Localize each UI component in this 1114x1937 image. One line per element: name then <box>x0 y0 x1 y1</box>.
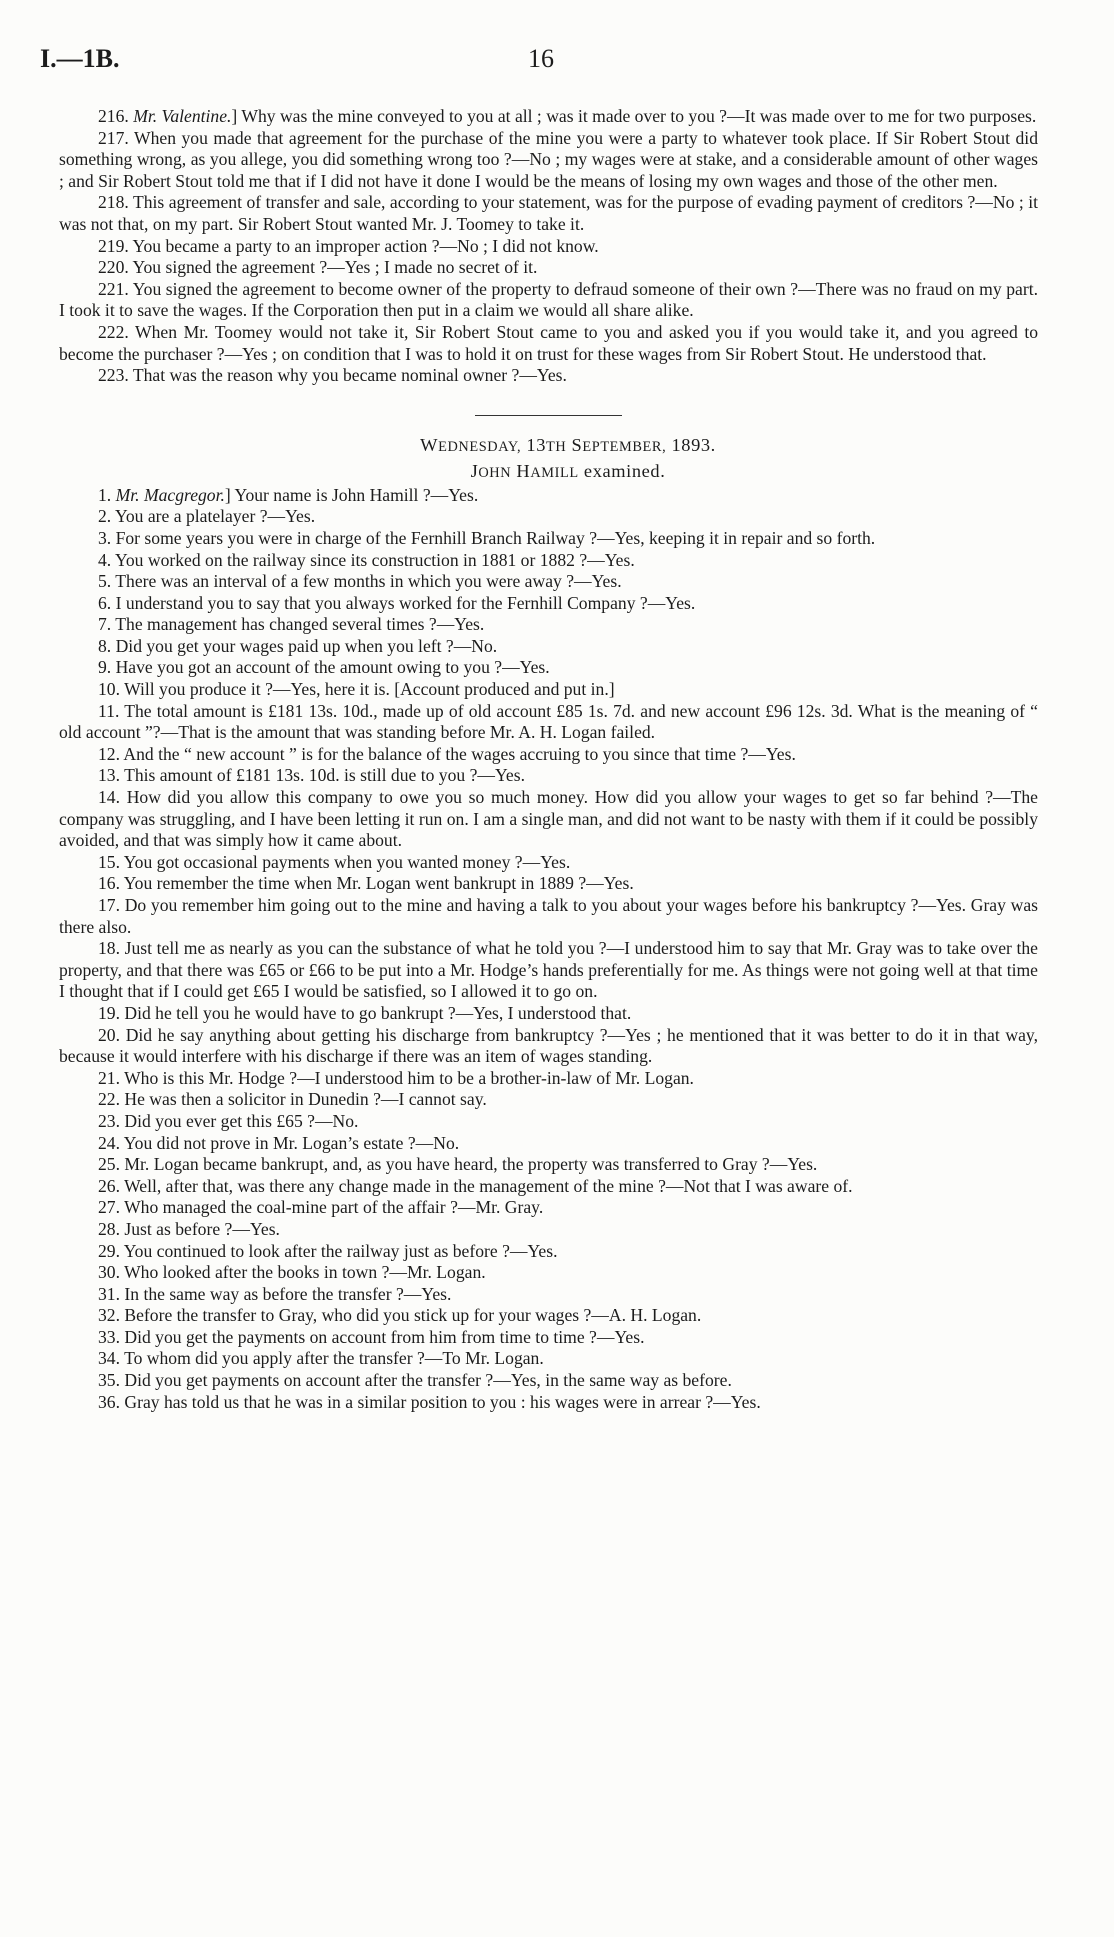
paragraph-text: 217. When you made that agreement for the purchase of the mine you were a party to whatever took place. If Sir Robert Stout did something wrong, as you allege, you did something wrong too ?—No ; my wages were at stake, and a considerable amount of other wages ; and Sir Robert Stout told me that if I did not have it done I would be the means of losing my own wages and those of the other men. <box>59 127 1038 191</box>
testimony-paragraph <box>59 1003 1038 1025</box>
testimony-paragraph <box>59 128 1038 193</box>
paragraph-text: 31. In the same way as before the transfer ?—Yes. <box>98 1283 452 1304</box>
paragraph-text: 23. Did you ever get this £65 ?—No. <box>98 1110 359 1131</box>
paragraph-text: 2. You are a platelayer ?—Yes. <box>98 506 316 527</box>
witness-heading <box>59 459 1038 485</box>
paragraph-text: 7. The management has changed several times ?—Yes. <box>98 614 485 635</box>
testimony-paragraph <box>59 550 1038 572</box>
paragraph-text: 34. To whom did you apply after the transfer ?—To Mr. Logan. <box>98 1348 544 1369</box>
paragraph-text: 19. Did he tell you he would have to go bankrupt ?—Yes, I understood that. <box>98 1002 632 1023</box>
testimony-paragraph <box>59 593 1038 615</box>
session-date: WEDNESDAY, 13TH SEPTEMBER, 1893. <box>420 434 716 455</box>
paragraph-text: 28. Just as before ?—Yes. <box>98 1218 280 1239</box>
paragraph-text: ] Why was the mine conveyed to you at all ; was it made over to you ?—It was made over to me for two purposes. <box>231 106 1037 126</box>
paragraph-text: 11. The total amount is £181 13s. 10d., made up of old account £85 1s. 7d. and new account £96 12s. 3d. What is the meaning of “ old account ”?—That is the amount that was standing before Mr. A. H. Logan failed. <box>59 700 1038 743</box>
paragraph-text: 25. Mr. Logan became bankrupt, and, as you have heard, the property was transferred to Gray ?—Yes. <box>98 1154 818 1175</box>
testimony-paragraph <box>59 895 1038 938</box>
question-number: 1. <box>98 484 116 505</box>
paragraph-text: 36. Gray has told us that he was in a similar position to you : his wages were in arrear ?—Yes. <box>98 1391 761 1412</box>
testimony-paragraph <box>59 765 1038 787</box>
testimony-paragraph <box>59 1305 1038 1327</box>
testimony-paragraph <box>59 1241 1038 1263</box>
testimony-paragraph <box>59 1111 1038 1133</box>
paragraph-text: 22. He was then a solicitor in Dunedin ?—I cannot say. <box>98 1089 487 1110</box>
testimony-paragraph <box>59 528 1038 550</box>
testimony-paragraph <box>59 1197 1038 1219</box>
testimony-paragraph <box>59 192 1038 235</box>
testimony-paragraph <box>59 1154 1038 1176</box>
speaker-name: Mr. Valentine. <box>133 106 232 126</box>
testimony-paragraph <box>59 1370 1038 1392</box>
testimony-paragraph <box>59 1262 1038 1284</box>
page-body <box>59 106 1038 1413</box>
testimony-paragraph <box>59 1327 1038 1349</box>
paragraph-text: 8. Did you get your wages paid up when you left ?—No. <box>98 635 498 656</box>
paragraph-text: 9. Have you got an account of the amount owing to you ?—Yes. <box>98 657 550 678</box>
session-date-heading <box>59 433 1038 459</box>
testimony-paragraph <box>59 1219 1038 1241</box>
paragraph-text: 6. I understand you to say that you always worked for the Fernhill Company ?—Yes. <box>98 592 696 613</box>
testimony-paragraph <box>59 852 1038 874</box>
testimony-paragraph <box>59 365 1038 387</box>
testimony-paragraph <box>59 614 1038 636</box>
speaker-name: Mr. Macgregor. <box>115 484 225 505</box>
paragraph-text: 14. How did you allow this company to owe you so much money. How did you allow your wages to get so far behind ?—The company was struggling, and I have been letting it run on. I am a single man, and did not want to be nasty with them if it could be possibly avoided, and that was simply how it came about. <box>59 787 1038 851</box>
paragraph-text: 26. Well, after that, was there any change made in the management of the mine ?—Not that I was aware of. <box>98 1175 853 1196</box>
document-reference: I.—1B. <box>40 44 120 73</box>
testimony-paragraph <box>59 873 1038 895</box>
testimony-paragraph <box>59 701 1038 744</box>
section-divider <box>475 415 622 416</box>
paragraph-text: 222. When Mr. Toomey would not take it, Sir Robert Stout came to you and asked you if you would take it, and you agreed to become the purchaser ?—Yes ; on condition that I was to hold it on trust for these wages from Sir Robert Stout. He understood that. <box>59 321 1038 364</box>
testimony-continued <box>59 106 1038 387</box>
paragraph-text: 10. Will you produce it ?—Yes, here it is. [Account produced and put in.] <box>98 679 615 700</box>
testimony-paragraph <box>59 636 1038 658</box>
paragraph-text: 16. You remember the time when Mr. Logan went bankrupt in 1889 ?—Yes. <box>98 873 634 894</box>
paragraph-text: ] Your name is John Hamill ?—Yes. <box>224 484 479 505</box>
testimony-paragraph <box>59 1348 1038 1370</box>
testimony-paragraph <box>59 938 1038 1003</box>
paragraph-text: 24. You did not prove in Mr. Logan’s estate ?—No. <box>98 1132 460 1153</box>
testimony-paragraph <box>59 1392 1038 1414</box>
paragraph-text: 27. Who managed the coal-mine part of the affair ?—Mr. Gray. <box>98 1197 544 1218</box>
paragraph-text: 15. You got occasional payments when you wanted money ?—Yes. <box>98 851 571 872</box>
testimony-paragraph <box>59 744 1038 766</box>
paragraph-text: 33. Did you get the payments on account from him from time to time ?—Yes. <box>98 1326 645 1347</box>
testimony-paragraph <box>59 506 1038 528</box>
testimony-paragraph <box>59 106 1038 128</box>
testimony-paragraph <box>59 236 1038 258</box>
paragraph-text: 30. Who looked after the books in town ?—Mr. Logan. <box>98 1262 486 1283</box>
paragraph-text: 13. This amount of £181 13s. 10d. is still due to you ?—Yes. <box>98 765 525 786</box>
testimony-paragraph <box>59 485 1038 507</box>
paragraph-text: 218. This agreement of transfer and sale, according to your statement, was for the purpose of evading payment of creditors ?—No ; it was not that, on my part. Sir Robert Stout wanted Mr. J. Toomey to take it. <box>59 192 1038 234</box>
testimony-paragraph <box>59 1176 1038 1198</box>
testimony-paragraph <box>59 657 1038 679</box>
paragraph-text: 20. Did he say anything about getting his discharge from bankruptcy ?—Yes ; he mentioned that it was better to do it in that way, because it would interfere with his discharge if there was an item of wages standing. <box>59 1024 1038 1067</box>
testimony-paragraph <box>59 787 1038 852</box>
testimony-paragraph <box>59 1025 1038 1068</box>
testimony-paragraph <box>59 279 1038 322</box>
question-number: 216. <box>98 106 134 126</box>
paragraph-text: 221. You signed the agreement to become owner of the property to defraud someone of their own ?—There was no fraud on my part. I took it to save the wages. If the Corporation then put in a claim we would all share alike. <box>59 278 1038 321</box>
testimony-hamill <box>59 485 1038 1414</box>
testimony-paragraph <box>59 571 1038 593</box>
testimony-paragraph <box>59 1284 1038 1306</box>
paragraph-text: 32. Before the transfer to Gray, who did you stick up for your wages ?—A. H. Logan. <box>98 1305 702 1326</box>
paragraph-text: 12. And the “ new account ” is for the balance of the wages accruing to you since that time ?—Yes. <box>98 743 796 764</box>
testimony-paragraph <box>59 679 1038 701</box>
paragraph-text: 3. For some years you were in charge of the Fernhill Branch Railway ?—Yes, keeping it in repair and so forth. <box>98 527 876 548</box>
paragraph-text: 219. You became a party to an improper action ?—No ; I did not know. <box>98 235 599 256</box>
paragraph-text: 17. Do you remember him going out to the mine and having a talk to you about your wages before his bankruptcy ?—Yes. Gray was there also. <box>59 895 1038 937</box>
testimony-paragraph <box>59 1133 1038 1155</box>
paragraph-text: 35. Did you get payments on account after the transfer ?—Yes, in the same way as before. <box>98 1370 732 1391</box>
paragraph-text: 29. You continued to look after the railway just as before ?—Yes. <box>98 1240 558 1261</box>
page-number: 16 <box>528 44 554 73</box>
paragraph-text: 21. Who is this Mr. Hodge ?—I understood him to be a brother-in-law of Mr. Logan. <box>98 1067 694 1088</box>
testimony-paragraph <box>59 257 1038 279</box>
paragraph-text: 223. That was the reason why you became nominal owner ?—Yes. <box>98 365 567 386</box>
paragraph-text: 5. There was an interval of a few months in which you were away ?—Yes. <box>98 571 622 592</box>
testimony-paragraph <box>59 322 1038 365</box>
testimony-paragraph <box>59 1089 1038 1111</box>
witness-name: JOHN HAMILL examined. <box>470 460 666 481</box>
testimony-paragraph <box>59 1068 1038 1090</box>
page-header <box>40 44 1040 84</box>
paragraph-text: 18. Just tell me as nearly as you can the substance of what he told you ?—I understood him to say that Mr. Gray was to take over the property, and that there was £65 or £66 to be put into a Mr. Hodge’s hands preferentially for me. As things were not going well at that time I thought that if I could get £65 I would be satisfied, so I allowed it to go on. <box>59 938 1038 1002</box>
paragraph-text: 4. You worked on the railway since its construction in 1881 or 1882 ?—Yes. <box>98 549 635 570</box>
paragraph-text: 220. You signed the agreement ?—Yes ; I made no secret of it. <box>98 257 538 278</box>
